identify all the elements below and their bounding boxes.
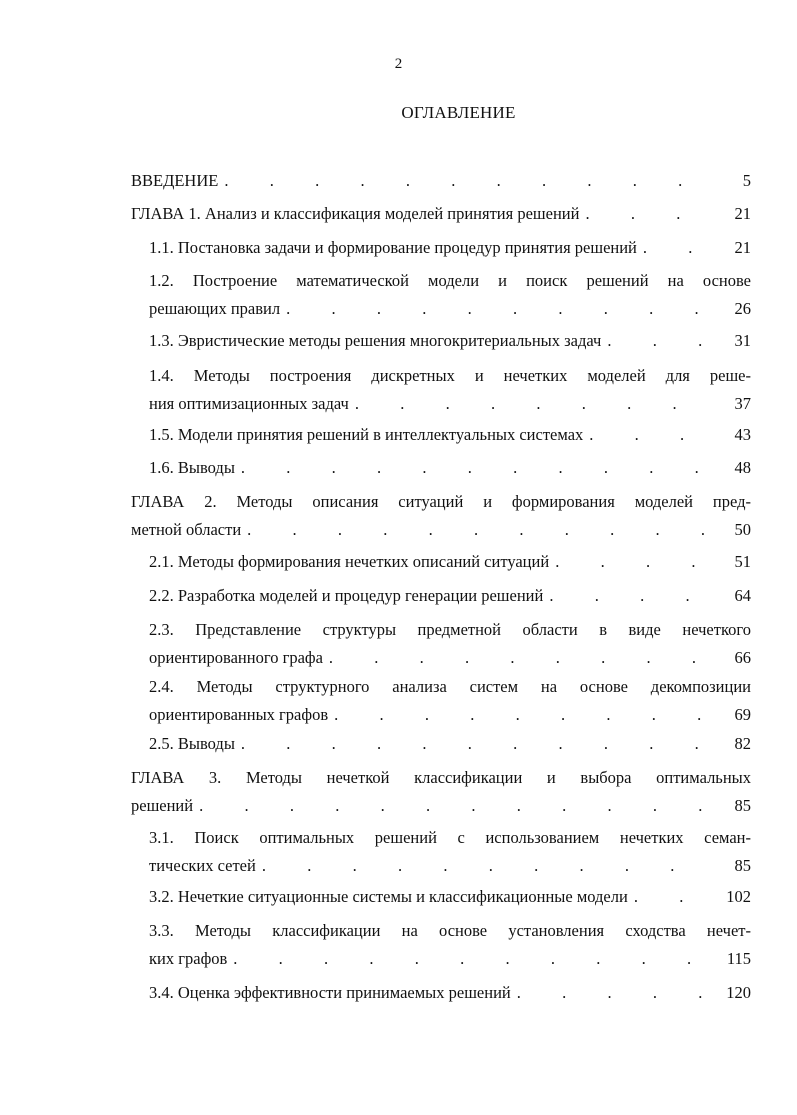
toc-entry-section-1-6[interactable] xyxy=(149,454,751,482)
toc-entry-section-1-3[interactable] xyxy=(149,327,751,355)
entry-page: 69 xyxy=(734,705,751,724)
leader-dots xyxy=(355,390,715,418)
entry-page: 51 xyxy=(734,552,751,571)
toc-entry-section-2-2[interactable] xyxy=(149,582,751,610)
toc-entry-section-1-5[interactable] xyxy=(149,421,751,449)
entry-title-line-2: ориентированных графов xyxy=(149,705,329,724)
entry-title: 3.4. Оценка эффективности принимаемых решений xyxy=(149,983,511,1002)
leader-dots xyxy=(262,852,715,880)
entry-title-line-1: 3.1. Поиск оптимальных решений с использованием нечетких семан- xyxy=(149,828,751,847)
entry-title: 1.5. Модели принятия решений в интеллектуальных системах xyxy=(149,425,584,444)
entry-title-line-1: 1.4. Методы построения дискретных и нечетких моделей для реше- xyxy=(149,366,751,385)
entry-title-line-2: метной области xyxy=(131,520,242,539)
leader-dots xyxy=(241,454,715,482)
entry-page: 115 xyxy=(726,949,751,968)
toc-entry-chapter-3[interactable] xyxy=(131,764,751,820)
toc-entry-section-2-4[interactable] xyxy=(149,673,751,729)
toc-entry-introduction[interactable] xyxy=(131,167,751,195)
leader-dots xyxy=(549,582,715,610)
entry-title: 1.3. Эвристические методы решения многокритериальных задач xyxy=(149,331,602,350)
toc-entry-section-1-1[interactable] xyxy=(149,234,751,262)
entry-title-line-1: 2.3. Представление структуры предметной области в виде нечеткого xyxy=(149,620,751,639)
entry-title-line-1: ГЛАВА 3. Методы нечеткой классификации и выбора оптимальных xyxy=(131,768,751,787)
entry-page: 37 xyxy=(734,394,751,413)
leader-dots xyxy=(199,792,715,820)
entry-title: 2.5. Выводы xyxy=(149,734,235,753)
leader-dots xyxy=(585,200,715,228)
leader-dots xyxy=(247,516,715,544)
entry-title-line-1: ГЛАВА 2. Методы описания ситуаций и формирования моделей пред- xyxy=(131,492,751,511)
toc-entry-chapter-1[interactable] xyxy=(131,200,751,228)
toc-entry-section-2-1[interactable] xyxy=(149,548,751,576)
entry-title-line-2: ния оптимизационных задач xyxy=(149,394,349,413)
entry-page: 5 xyxy=(742,171,751,190)
entry-page: 64 xyxy=(734,586,751,605)
leader-dots xyxy=(555,548,715,576)
leader-dots xyxy=(329,644,715,672)
entry-title-line-1: 3.3. Методы классификации на основе установления сходства нечет- xyxy=(149,921,751,940)
toc-entry-section-3-3[interactable] xyxy=(149,917,751,973)
entry-page: 43 xyxy=(734,425,751,444)
entry-title-line-2: решений xyxy=(131,796,194,815)
entry-title-line-2: ориентированного графа xyxy=(149,648,323,667)
entry-page: 85 xyxy=(734,856,751,875)
entry-title-line-1: 2.4. Методы структурного анализа систем на основе декомпозиции xyxy=(149,677,751,696)
entry-title: ГЛАВА 1. Анализ и классификация моделей принятия решений xyxy=(131,204,580,223)
entry-title: 3.2. Нечеткие ситуационные системы и классификационные модели xyxy=(149,887,628,906)
toc-entry-section-3-1[interactable] xyxy=(149,824,751,880)
leader-dots xyxy=(643,234,715,262)
entry-page: 66 xyxy=(734,648,751,667)
entry-page: 102 xyxy=(726,887,751,906)
entry-title-line-2: тических сетей xyxy=(149,856,256,875)
entry-title: ВВЕДЕНИЕ xyxy=(131,171,219,190)
toc-entry-chapter-2[interactable] xyxy=(131,488,751,544)
entry-title-line-2: ких графов xyxy=(149,949,228,968)
entry-page: 31 xyxy=(734,331,751,350)
entry-page: 48 xyxy=(734,458,751,477)
entry-title: 2.2. Разработка моделей и процедур генерации решений xyxy=(149,586,544,605)
entry-title: 1.6. Выводы xyxy=(149,458,235,477)
toc-entry-section-3-4[interactable] xyxy=(149,979,751,1007)
leader-dots xyxy=(334,701,715,729)
leader-dots xyxy=(241,730,715,758)
leader-dots xyxy=(517,979,715,1007)
toc-entry-section-3-2[interactable] xyxy=(149,883,751,911)
leader-dots xyxy=(233,945,715,973)
page-number: 2 xyxy=(394,56,403,72)
entry-page: 85 xyxy=(734,796,751,815)
entry-page: 21 xyxy=(734,238,751,257)
entry-page: 120 xyxy=(726,983,751,1002)
entry-title-line-1: 1.2. Построение математической модели и поиск решений на основе xyxy=(149,271,751,290)
entry-page: 82 xyxy=(734,734,751,753)
entry-page: 26 xyxy=(734,299,751,318)
leader-dots xyxy=(224,167,715,195)
leader-dots xyxy=(286,295,715,323)
toc-entry-section-1-4[interactable] xyxy=(149,362,751,418)
toc-entry-section-1-2[interactable] xyxy=(149,267,751,323)
toc-entry-section-2-5[interactable] xyxy=(149,730,751,758)
leader-dots xyxy=(634,883,715,911)
leader-dots xyxy=(607,327,715,355)
entry-title: 2.1. Методы формирования нечетких описаний ситуаций xyxy=(149,552,550,571)
leader-dots xyxy=(589,421,715,449)
entry-page: 21 xyxy=(734,204,751,223)
entry-title-line-2: решающих правил xyxy=(149,299,281,318)
entry-title: 1.1. Постановка задачи и формирование процедур принятия решений xyxy=(149,238,637,257)
page-title: ОГЛАВЛЕНИЕ xyxy=(401,103,516,122)
toc-entry-section-2-3[interactable] xyxy=(149,616,751,672)
entry-page: 50 xyxy=(734,520,751,539)
